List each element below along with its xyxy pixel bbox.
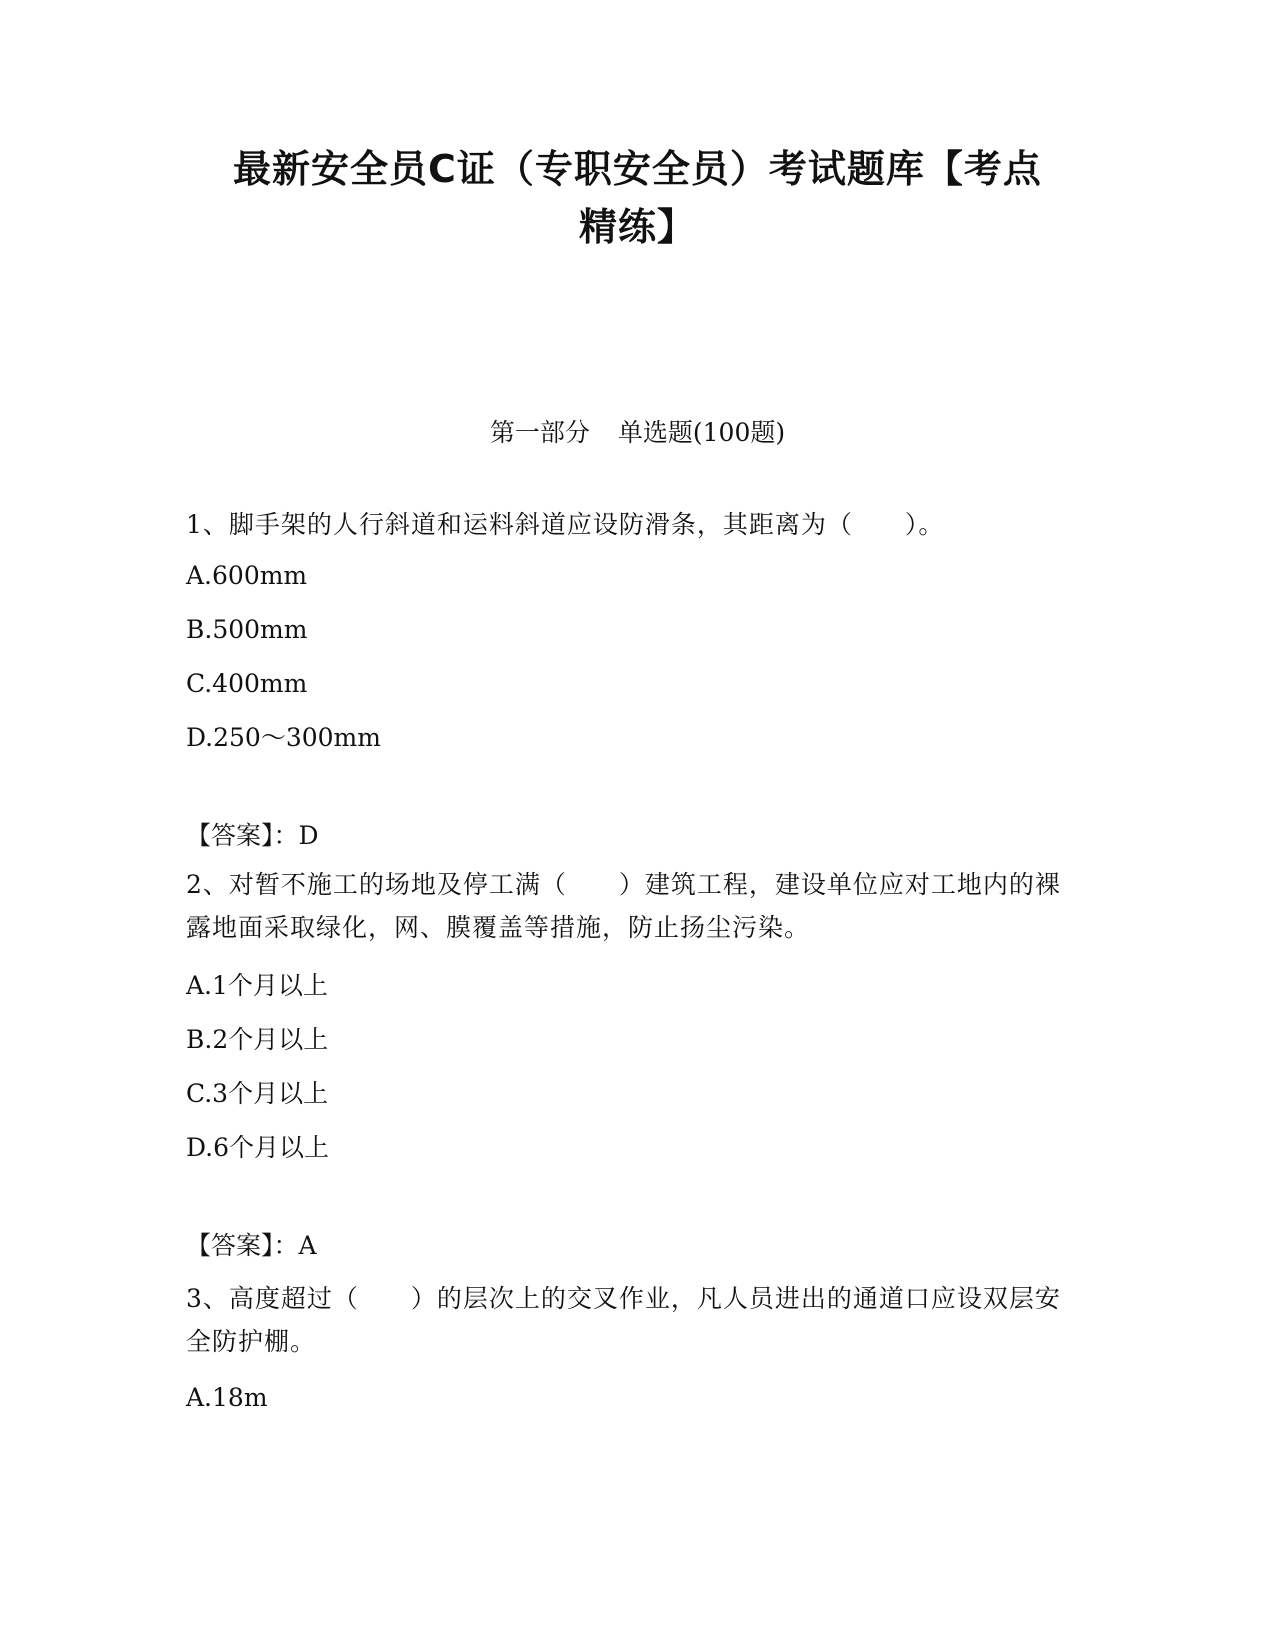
- question-1-stem: 1、脚手架的人行斜道和运料斜道应设防滑条，其距离为（ ）。: [186, 510, 945, 539]
- section-heading: [0, 417, 1275, 449]
- question-2-option-d: D.6个月以上: [186, 1133, 330, 1162]
- question-2-stem: 2、对暂不施工的场地及停工满（ ）建筑工程，建设单位应对工地内的裸露地面采取绿化，网、膜覆盖等措施，防止扬尘污染。: [186, 870, 1061, 942]
- question-2-option-b: B.2个月以上: [186, 1025, 329, 1054]
- document-title: [160, 140, 1115, 256]
- question-3-stem: 3、高度超过（ ）的层次上的交叉作业，凡人员进出的通道口应设双层安全防护棚。: [186, 1284, 1061, 1356]
- question-1-answer: 【答案】：D: [186, 821, 319, 850]
- question-1-option-b: B.500mm: [186, 615, 308, 644]
- title-line-2: 精练】: [578, 205, 696, 249]
- section-name: 单选题(100题): [617, 418, 786, 447]
- question-1-option-d: D.250～300mm: [186, 723, 381, 752]
- section-part: 第一部分: [489, 418, 590, 447]
- question-2-answer: 【答案】：A: [186, 1231, 317, 1260]
- title-line-1: 最新安全员C证（专职安全员）考试题库【考点: [233, 147, 1042, 191]
- question-2-option-a: A.1个月以上: [186, 971, 328, 1000]
- question-1-option-c: C.400mm: [186, 669, 308, 698]
- question-3-option-a: A.18m: [186, 1383, 268, 1412]
- question-1-option-a: A.600mm: [186, 561, 308, 590]
- question-2-option-c: C.3个月以上: [186, 1079, 329, 1108]
